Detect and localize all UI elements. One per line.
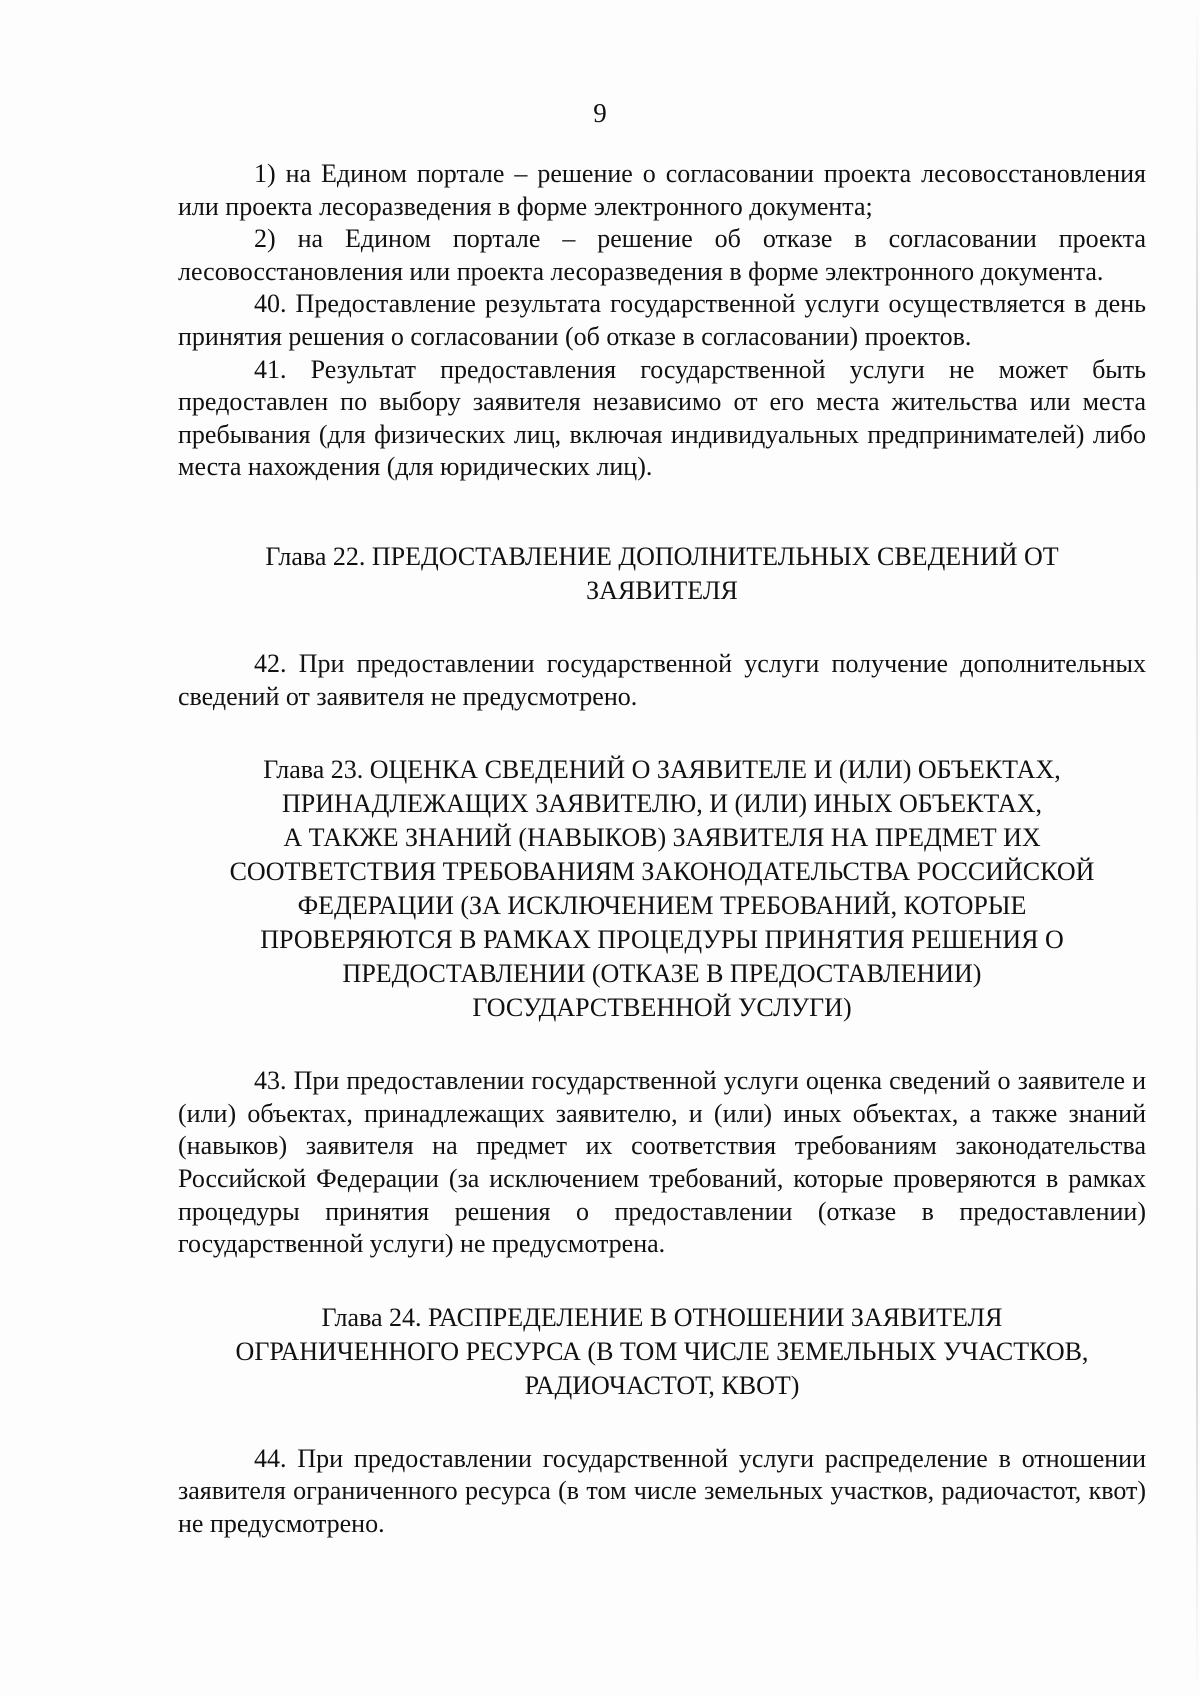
page-number: 9 (593, 98, 607, 128)
heading-line: ЗАЯВИТЕЛЯ (586, 575, 738, 605)
heading-line: ФЕДЕРАЦИИ (ЗА ИСКЛЮЧЕНИЕМ ТРЕБОВАНИЙ, КОТОРЫЕ (297, 891, 1027, 921)
heading-line: Глава 22. ПРЕДОСТАВЛЕНИЕ ДОПОЛНИТЕЛЬНЫХ СВЕДЕНИЙ ОТ (265, 541, 1059, 571)
heading-line: СООТВЕТСТВИЯ ТРЕБОВАНИЯМ ЗАКОНОДАТЕЛЬСТВА РОССИЙСКОЙ (229, 857, 1095, 887)
heading-line: ПРЕДОСТАВЛЕНИИ (ОТКАЗЕ В ПРЕДОСТАВЛЕНИИ) (342, 959, 982, 989)
paragraph-44: 44. При предоставлении государственной услуги распределение в отношении заявителя ограниченного ресурса (в том числе земельных участков, радиочастот, квот) не предусмотрено. (178, 1443, 1146, 1538)
heading-line: ПРИНАДЛЕЖАЩИХ ЗАЯВИТЕЛЮ, И (ИЛИ) ИНЫХ ОБЪЕКТАХ, (282, 789, 1042, 819)
scan-edge-shadow (1196, 0, 1198, 1696)
paragraph-item-1: 1) на Едином портале – решение о согласовании проекта лесовосстановления или проекта лесоразведения в форме электронного документа; (178, 159, 1146, 221)
chapter-22-heading (178, 540, 1146, 608)
heading-line: ПРОВЕРЯЮТСЯ В РАМКАХ ПРОЦЕДУРЫ ПРИНЯТИЯ РЕШЕНИЯ О (260, 925, 1064, 955)
chapter-23-heading (178, 753, 1146, 1025)
heading-line: Глава 23. ОЦЕНКА СВЕДЕНИЙ О ЗАЯВИТЕЛЕ И (ИЛИ) ОБЪЕКТАХ, (263, 755, 1061, 785)
heading-line: ГОСУДАРСТВЕННОЙ УСЛУГИ) (472, 993, 852, 1023)
heading-line: А ТАКЖЕ ЗНАНИЙ (НАВЫКОВ) ЗАЯВИТЕЛЯ НА ПРЕДМЕТ ИХ (283, 823, 1041, 853)
paragraph-item-2: 2) на Едином портале – решение об отказе в согласовании проекта лесовосстановления или проекта лесоразведения в форме электронного документа. (178, 224, 1146, 286)
document-body (178, 158, 1146, 1540)
paragraph-40: 40. Предоставление результата государственной услуги осуществляется в день принятия решения о согласовании (об отказе в согласовании) проектов. (178, 289, 1146, 351)
chapter-24-heading (178, 1301, 1146, 1403)
heading-line: ОГРАНИЧЕННОГО РЕСУРСА (В ТОМ ЧИСЛЕ ЗЕМЕЛЬНЫХ УЧАСТКОВ, (235, 1336, 1089, 1366)
paragraph-41: 41. Результат предоставления государственной услуги не может быть предоставлен по выбору заявителя независимо от его места жительства или места пребывания (для физических лиц, включая индивидуальных предпринимателей) либо места нахождения (для юридических лиц). (178, 354, 1146, 482)
paragraph-43: 43. При предоставлении государственной услуги оценка сведений о заявителе и (или) объектах, принадлежащих заявителю, и (или) иных объектах, а также знаний (навыков) заявителя на предмет их соответствия требованиям законодательства Российской Федерации (за исключением требований, которые проверяются в рамках процедуры принятия решения о предоставлении (отказе в предоставлении) государственной услуги) не предусмотрена. (178, 1066, 1146, 1259)
paragraph-42: 42. При предоставлении государственной услуги получение дополнительных сведений от заявителя не предусмотрено. (178, 648, 1146, 711)
heading-line: Глава 24. РАСПРЕДЕЛЕНИЕ В ОТНОШЕНИИ ЗАЯВИТЕЛЯ (321, 1302, 1003, 1332)
heading-line: РАДИОЧАСТОТ, КВОТ) (524, 1370, 800, 1400)
